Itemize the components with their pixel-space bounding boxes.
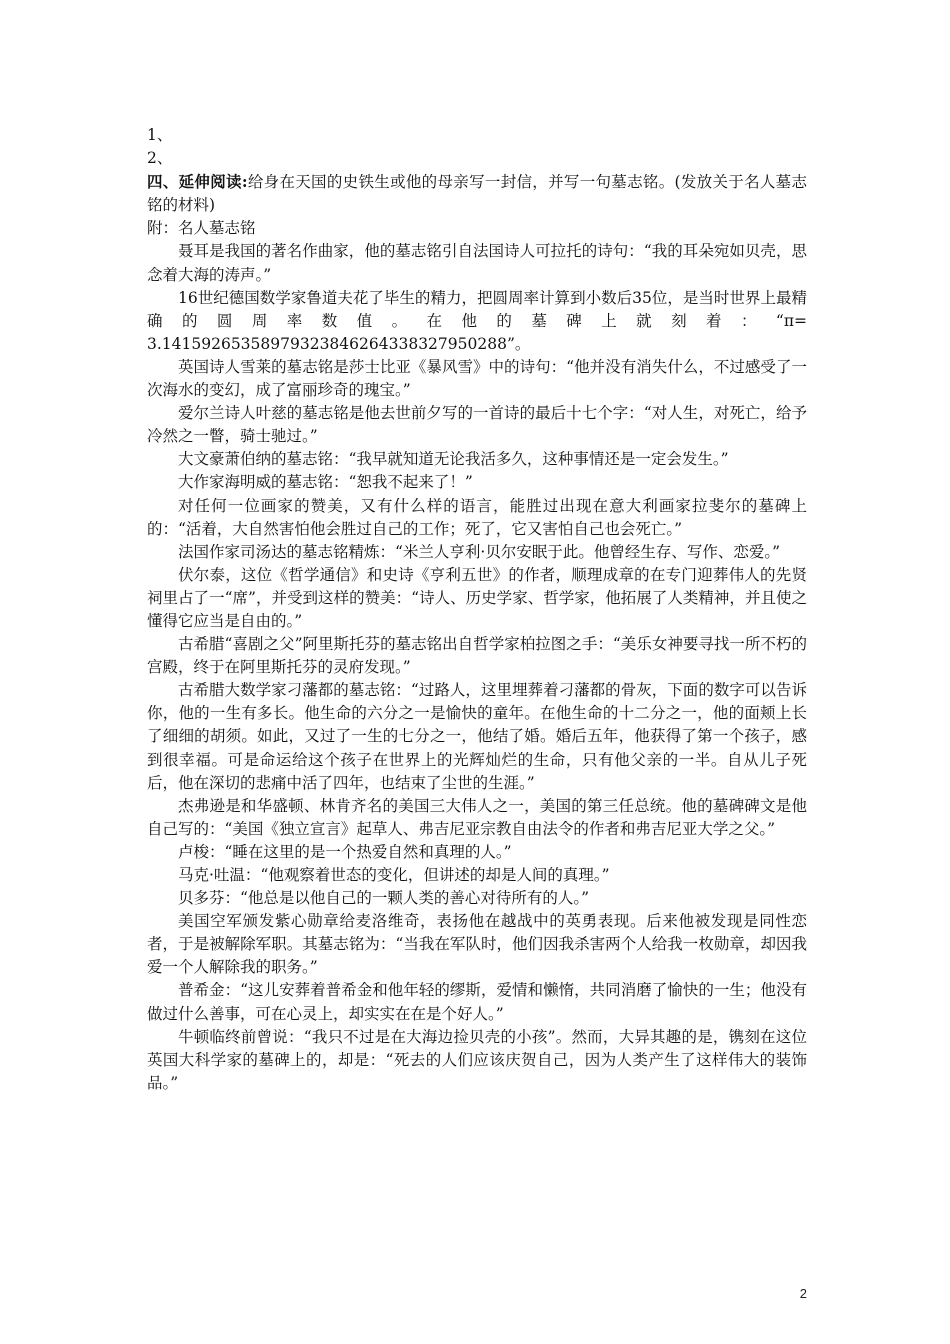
paragraph-shaw: 大文豪萧伯纳的墓志铭：“我早就知道无论我活多久，这种事情还是一定会发生。” <box>178 450 729 469</box>
paragraph-pi-value: 3.14159265358979323846264338327950288”。 <box>147 334 531 353</box>
paragraph-rousseau: 卢梭：“睡在这里的是一个热爱自然和真理的人。” <box>178 842 512 861</box>
paragraph-hemingway: 大作家海明威的墓志铭：“恕我不起来了！” <box>178 473 473 492</box>
page-number: 2 <box>799 1286 807 1301</box>
paragraph-shelley: 英国诗人雪莱的墓志铭是莎士比亚《暴风雪》中的诗句：“他并没有消失什么，不过感受了一次海水的变幻，成了富丽珍奇的瑰宝。” <box>147 357 807 400</box>
list-item-2: 2、 <box>147 149 173 168</box>
section-4-text: 给身在天国的史铁生或他的母亲写一封信，并写一句墓志铭。(发放关于名人墓志铭的材料) <box>147 173 807 215</box>
paragraph-diophantus: 古希腊大数学家刁藩都的墓志铭：“过路人，这里埋葬着刁藩都的骨灰，下面的数字可以告诉你，他的一生有多长。他生命的六分之一是愉快的童年。在他生命的十二分之一，他的面颊上长了细细的胡须。如此，又过了一生的七分之一，他结了婚。婚后五年，他获得了第一个孩子，感到很幸福。可是命运给这个孩子在世界上的光辉灿烂的生命，只有他父亲的一半。自从儿子死后，他在深切的悲痛中活了四年，也结束了尘世的生涯。” <box>147 681 807 792</box>
paragraph-nie-er: 聂耳是我国的著名作曲家，他的墓志铭引自法国诗人可拉托的诗句：“我的耳朵宛如贝壳，思念着大海的涛声。” <box>147 242 807 284</box>
paragraph-voltaire: 伏尔泰，这位《哲学通信》和史诗《亨利五世》的作者，顺理成章的在专门迎葬伟人的先贤祠里占了一“席”，并受到这样的赞美：“诗人、历史学家、哲学家，他拓展了人类精神，并且使之懂得它应当是自由的。” <box>147 565 807 630</box>
section-4 <box>147 170 807 217</box>
paragraph-aristophanes: 古希腊“喜剧之父”阿里斯托芬的墓志铭出自哲学家柏拉图之手：“美乐女神要寻找一所不朽的宫殿，终于在阿里斯托芬的灵府发现。” <box>147 635 807 677</box>
paragraph-mark-twain: 马克·吐温：“他观察着世态的变化，但讲述的却是人间的真理。” <box>178 866 610 884</box>
section-4-heading: 四、延伸阅读: <box>147 172 248 192</box>
paragraph-beethoven: 贝多芬：“他总是以他自己的一颗人类的善心对待所有的人。” <box>178 889 590 908</box>
paragraph-yeats: 爱尔兰诗人叶慈的墓志铭是他去世前夕写的一首诗的最后十七个字：“对人生，对死亡，给予冷然之一瞥，骑士驰过。” <box>147 404 807 446</box>
appendix-title: 附：名人墓志铭 <box>147 219 256 238</box>
paragraph-jefferson: 杰弗逊是和华盛顿、林肯齐名的美国三大伟人之一，美国的第三任总统。他的墓碑碑文是他自己写的：“美国《独立宣言》起草人、弗吉尼亚宗教自由法令的作者和弗吉尼亚大学之父。” <box>147 796 807 838</box>
paragraph-raphael: 对任何一位画家的赞美，又有什么样的语言，能胜过出现在意大利画家拉斐尔的墓碑上的：“活着，大自然害怕他会胜过自己的工作；死了，它又害怕自己也会死亡。” <box>147 496 807 538</box>
document-body <box>147 124 807 1095</box>
paragraph-pushkin: 普希金：“这儿安葬着普希金和他年轻的缪斯，爱情和懒惰，共同消磨了愉快的一生；他没有做过什么善事，可在心灵上，却实实在在是个好人。” <box>147 981 807 1023</box>
paragraph-ludolph: 16世纪德国数学家鲁道夫花了毕生的精力，把圆周率计算到小数后35位，是当时世界上最精确的圆周率数值。在他的墓碑上就刻着：“π= <box>147 288 807 330</box>
paragraph-stendhal: 法国作家司汤达的墓志铭精炼：“米兰人亨利·贝尔安眠于此。他曾经生存、写作、恋爱。” <box>178 542 781 561</box>
paragraph-matlovich: 美国空军颁发紫心勋章给麦洛维奇，表扬他在越战中的英勇表现。后来他被发现是同性恋者，于是被解除军职。其墓志铭为：“当我在军队时，他们因我杀害两个人给我一枚勋章，却因我爱一个人解除我的职务。” <box>147 912 807 977</box>
paragraph-newton: 牛顿临终前曾说：“我只不过是在大海边捡贝壳的小孩”。然而，大异其趣的是，镌刻在这位英国大科学家的墓碑上的，却是：“死去的人们应该庆贺自己，因为人类产生了这样伟大的装饰品。” <box>147 1027 807 1092</box>
list-item-1: 1、 <box>147 126 173 144</box>
